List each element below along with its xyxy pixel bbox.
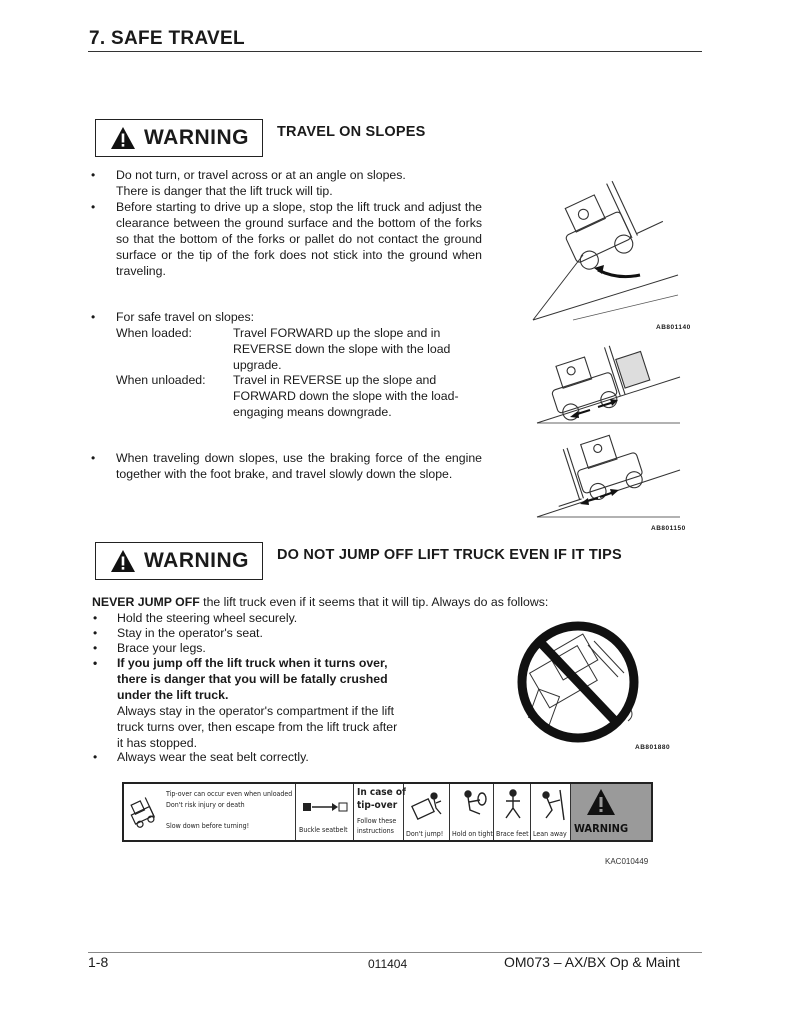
- no-jump-prohibition-illustration: [508, 617, 648, 747]
- tipover-warning-placard: [122, 782, 653, 842]
- placard-buckle: Buckle seatbelt: [299, 826, 348, 834]
- intro-bold: NEVER JUMP OFF: [92, 595, 200, 609]
- bullet: •: [93, 750, 98, 764]
- list-item-bold: If you jump off the lift truck when it turns over, there is danger that you will be fatally crushed under the lift truck.: [117, 656, 388, 702]
- placard-brace: Brace feet: [496, 830, 529, 838]
- unloaded-truck-slope-illustration: [532, 432, 682, 520]
- bullet: •: [93, 611, 98, 625]
- warning-badge: [95, 119, 263, 157]
- bullet-line: Do not turn, or travel across or at an angle on slopes.: [116, 168, 406, 182]
- loaded-truck-slope-illustration: [532, 345, 682, 425]
- list-item: Brace your legs.: [117, 641, 206, 655]
- bullet-text-1: [116, 167, 484, 199]
- placard-follow-2: instructions: [357, 827, 394, 835]
- hold-on-icon: [456, 788, 488, 824]
- placard-incase-panel: [354, 784, 404, 840]
- warning-label: WARNING: [144, 126, 249, 149]
- unloaded-label: When unloaded:: [116, 373, 206, 387]
- bullet: •: [91, 451, 96, 465]
- loaded-text: Travel FORWARD up the slope and in REVERSE down the slope with the load upgrade.: [233, 326, 451, 372]
- jump-intro: [92, 594, 592, 610]
- placard-hold: Hold on tight: [452, 830, 493, 838]
- placard-brace-panel: [494, 784, 531, 840]
- placard-dontjump: Don't jump!: [406, 830, 444, 838]
- tipping-truck-illustration: [528, 180, 688, 325]
- placard-follow-1: Follow these: [357, 817, 397, 825]
- bullet: •: [91, 200, 96, 214]
- page-number: 1-8: [88, 954, 109, 970]
- dont-jump-icon: [410, 788, 444, 824]
- placard-lean: Lean away: [533, 830, 567, 838]
- tipping-truck-icon: [128, 796, 158, 830]
- date-code: 011404: [368, 957, 408, 971]
- loaded-label: When loaded:: [116, 326, 192, 340]
- bullet: •: [93, 656, 98, 670]
- section-heading-jump: DO NOT JUMP OFF LIFT TRUCK EVEN IF IT TIPS: [277, 547, 622, 563]
- warning-triangle-icon: [110, 549, 136, 573]
- warning-label: WARNING: [144, 549, 249, 572]
- figure-code: AB801880: [635, 744, 671, 751]
- figure-code: AB801150: [651, 525, 686, 532]
- placard-code: KAC010449: [605, 857, 649, 866]
- footer-divider: [88, 952, 702, 953]
- placard-line-1: Tip-over can occur even when unloaded: [166, 790, 293, 798]
- placard-lean-panel: [531, 784, 571, 840]
- bullet-text-2: Before starting to drive up a slope, stop the lift truck and adjust the clearance between the ground surface and the bottom of the forks so that the bottom of the forks or pallet do not contact the ground surface or the tip of the fork does not stick into the ground when traveling.: [116, 200, 482, 278]
- bullet: •: [91, 168, 96, 182]
- bullet: •: [93, 626, 98, 640]
- figure-code: AB801140: [656, 324, 691, 331]
- bullet-text-4: When traveling down slopes, use the braking force of the engine together with the foot brake, and travel slowly down the slope.: [116, 451, 482, 481]
- manual-title: OM073 – AX/BX Op & Maint: [504, 954, 680, 970]
- section-heading-slopes: TRAVEL ON SLOPES: [277, 124, 426, 140]
- placard-hold-panel: [450, 784, 494, 840]
- placard-dont-jump-panel: [404, 784, 450, 840]
- header-divider: [88, 51, 702, 52]
- bullet-line: There is danger that the lift truck will tip.: [116, 184, 333, 198]
- intro-rest: the lift truck even if it seems that it will tip. Always do as follows:: [199, 595, 549, 609]
- placard-intro-panel: [124, 784, 296, 840]
- seatbelt-buckle-icon: [302, 800, 348, 814]
- placard-line-2: Don't risk injury or death: [166, 801, 245, 809]
- unloaded-text: Travel in REVERSE up the slope and FORWARD down the slope with the load-engaging means downgrade.: [233, 373, 459, 419]
- placard-line-3: Slow down before turning!: [166, 822, 250, 830]
- list-item: Always wear the seat belt correctly.: [117, 750, 309, 764]
- warning-badge: [95, 542, 263, 580]
- placard-warning: WARNING: [574, 822, 629, 835]
- list-item: Stay in the operator's seat.: [117, 626, 263, 640]
- lean-away-icon: [536, 788, 566, 824]
- warning-triangle-icon: [110, 126, 136, 150]
- section-title: 7. SAFE TRAVEL: [89, 28, 245, 49]
- list-item: Hold the steering wheel securely.: [117, 611, 298, 625]
- warning-triangle-icon: [586, 788, 616, 816]
- placard-tipover: tip-over: [357, 800, 398, 811]
- list-item-note: Always stay in the operator's compartment if the lift truck turns over, then escape from the lift truck after it has stopped.: [117, 704, 398, 750]
- bullet: •: [93, 641, 98, 655]
- bullet: •: [91, 310, 96, 324]
- brace-feet-icon: [499, 788, 527, 824]
- placard-warning-panel: [571, 784, 651, 840]
- placard-seatbelt-panel: [296, 784, 354, 840]
- slope-intro: For safe travel on slopes:: [116, 310, 255, 324]
- placard-incase: In case of: [357, 787, 406, 798]
